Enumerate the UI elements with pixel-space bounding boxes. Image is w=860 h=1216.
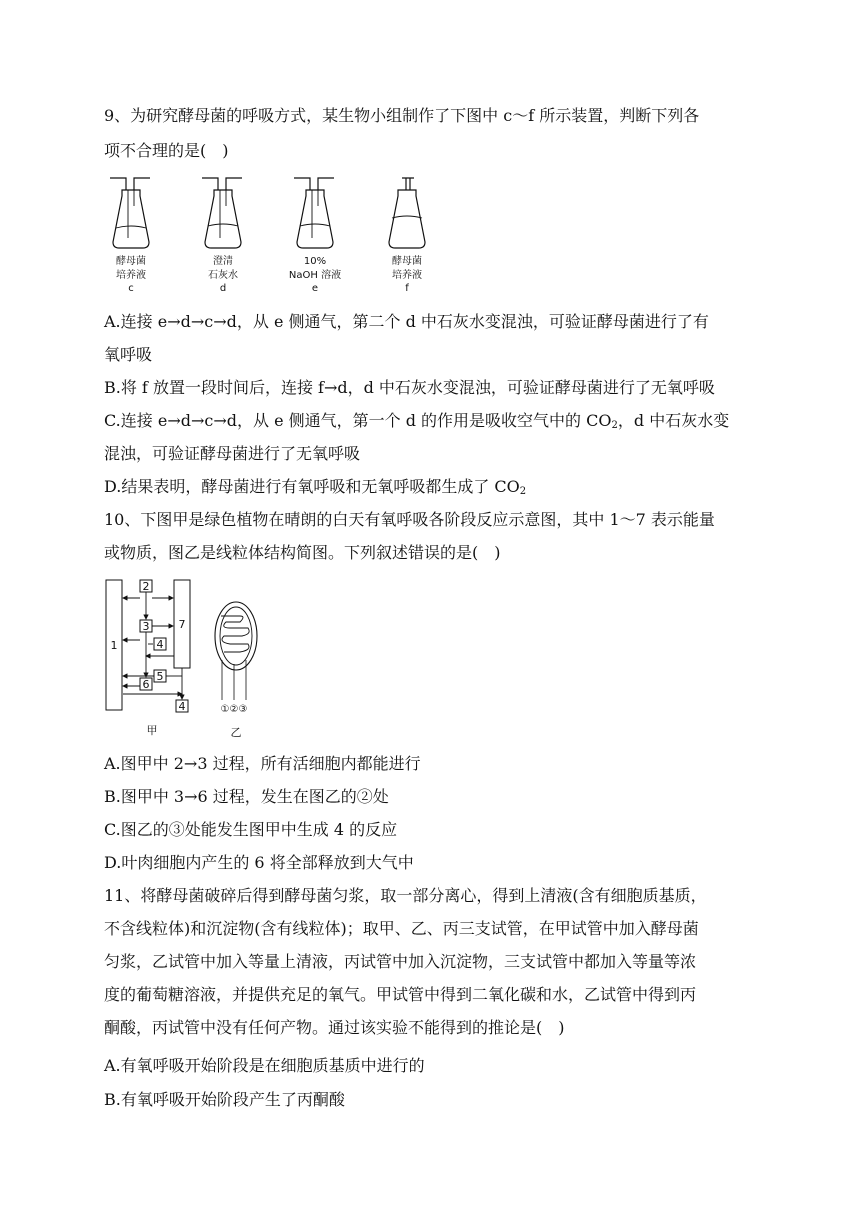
q11-stem-line-3: 匀浆，乙试管中加入等量上清液，丙试管中加入沉淀物，三支试管中都加入等量等浓 xyxy=(104,952,697,971)
flask-e-label-2: NaOH 溶液 xyxy=(288,270,342,281)
fig-box-4-inner: 4 xyxy=(156,638,164,651)
flask-f-label-1: 酵母菌 xyxy=(392,256,422,267)
q11-option-a: A.有氧呼吸开始阶段是在细胞质基质中进行的 xyxy=(104,1056,425,1075)
flask-d-label-2: 石灰水 xyxy=(208,270,238,281)
q9-option-c-text-b: ，d 中石灰水变 xyxy=(617,411,730,430)
fig-box-1: 1 xyxy=(110,639,118,652)
q9-option-c-text-a: C.连接 e→d→c→d，从 e 侧通气，第一个 d 的作用是吸收空气中的 CO xyxy=(104,411,612,430)
q9-option-c-line-1 xyxy=(104,411,764,436)
mito-part-labels: ①②③ xyxy=(220,704,248,715)
q9-option-c-subscript: 2 xyxy=(611,420,618,431)
flask-f xyxy=(389,178,425,294)
flask-e-letter: e xyxy=(311,283,319,294)
q10-stem-line-2: 或物质，图乙是线粒体结构简图。下列叙述错误的是( ) xyxy=(104,543,501,562)
flask-e-label-1: 10% xyxy=(303,256,327,267)
fig-label-jia: 甲 xyxy=(146,724,158,737)
q10-stem-line-1: 10、下图甲是绿色植物在晴朗的白天有氧呼吸各阶段反应示意图，其中 1～7 表示能量 xyxy=(104,510,715,529)
flask-c-label-2: 培养液 xyxy=(116,270,146,281)
fig-box-2: 2 xyxy=(142,580,150,593)
q9-option-c-line-2: 混浊，可验证酵母菌进行了无氧呼吸 xyxy=(104,444,361,463)
q11-stem-line-4: 度的葡萄糖溶液，并提供充足的氧气。甲试管中得到二氧化碳和水，乙试管中得到丙 xyxy=(104,985,697,1004)
q9-option-d-text: D.结果表明，酵母菌进行有氧呼吸和无氧呼吸都生成了 CO xyxy=(104,477,520,496)
flask-d-label-1: 澄清 xyxy=(213,256,233,267)
q10-option-a: A.图甲中 2→3 过程，所有活细胞内都能进行 xyxy=(104,754,421,773)
q10-option-d: D.叶肉细胞内产生的 6 将全部释放到大气中 xyxy=(104,853,414,872)
fig-box-4-outer: 4 xyxy=(178,700,186,713)
q9-option-d-subscript: 2 xyxy=(519,486,527,497)
fig-box-3: 3 xyxy=(142,620,150,633)
flask-c xyxy=(110,178,150,294)
q10-option-b: B.图甲中 3→6 过程，发生在图乙的②处 xyxy=(104,787,389,806)
q9-flask-figure xyxy=(96,170,456,300)
fig-box-7: 7 xyxy=(178,618,186,631)
q11-stem-line-1: 11、将酵母菌破碎后得到酵母菌匀浆，取一部分离心，得到上清液(含有细胞质基质， xyxy=(104,886,707,905)
flask-e xyxy=(289,178,341,294)
flask-f-label-2: 培养液 xyxy=(392,270,422,281)
fig-box-6: 6 xyxy=(142,678,150,691)
q11-stem-line-2: 不含线粒体)和沉淀物(含有线粒体)；取甲、乙、丙三支试管，在甲试管中加入酵母菌 xyxy=(104,919,699,938)
fig-box-5: 5 xyxy=(156,670,164,683)
q9-stem-line-2: 项不合理的是( ) xyxy=(104,141,229,160)
q10-figure xyxy=(100,576,270,742)
fig-label-yi: 乙 xyxy=(230,726,242,739)
q9-option-a-line-1: A.连接 e→d→c→d，从 e 侧通气，第二个 d 中石灰水变混浊，可验证酵母菌进行了有 xyxy=(104,312,709,331)
flask-f-letter: f xyxy=(405,283,409,294)
q10-option-c: C.图乙的③处能发生图甲中生成 4 的反应 xyxy=(104,820,398,839)
q9-option-d xyxy=(104,477,764,502)
mitochondrion-diagram xyxy=(215,602,257,739)
flask-c-label-1: 酵母菌 xyxy=(116,256,146,267)
flask-c-letter: c xyxy=(128,283,134,294)
q9-option-b: B.将 f 放置一段时间后，连接 f→d，d 中石灰水变混浊，可验证酵母菌进行了无氧呼吸 xyxy=(104,378,715,397)
q11-stem-line-5: 酮酸，丙试管中没有任何产物。通过该实验不能得到的推论是( ) xyxy=(104,1018,565,1037)
q11-option-b: B.有氧呼吸开始阶段产生了丙酮酸 xyxy=(104,1090,345,1109)
flask-d xyxy=(202,178,242,294)
q9-option-a-line-2: 氧呼吸 xyxy=(104,345,153,364)
flask-d-letter: d xyxy=(219,283,227,294)
q9-stem-line-1: 9、为研究酵母菌的呼吸方式，某生物小组制作了下图中 c～f 所示装置，判断下列各 xyxy=(104,106,700,125)
